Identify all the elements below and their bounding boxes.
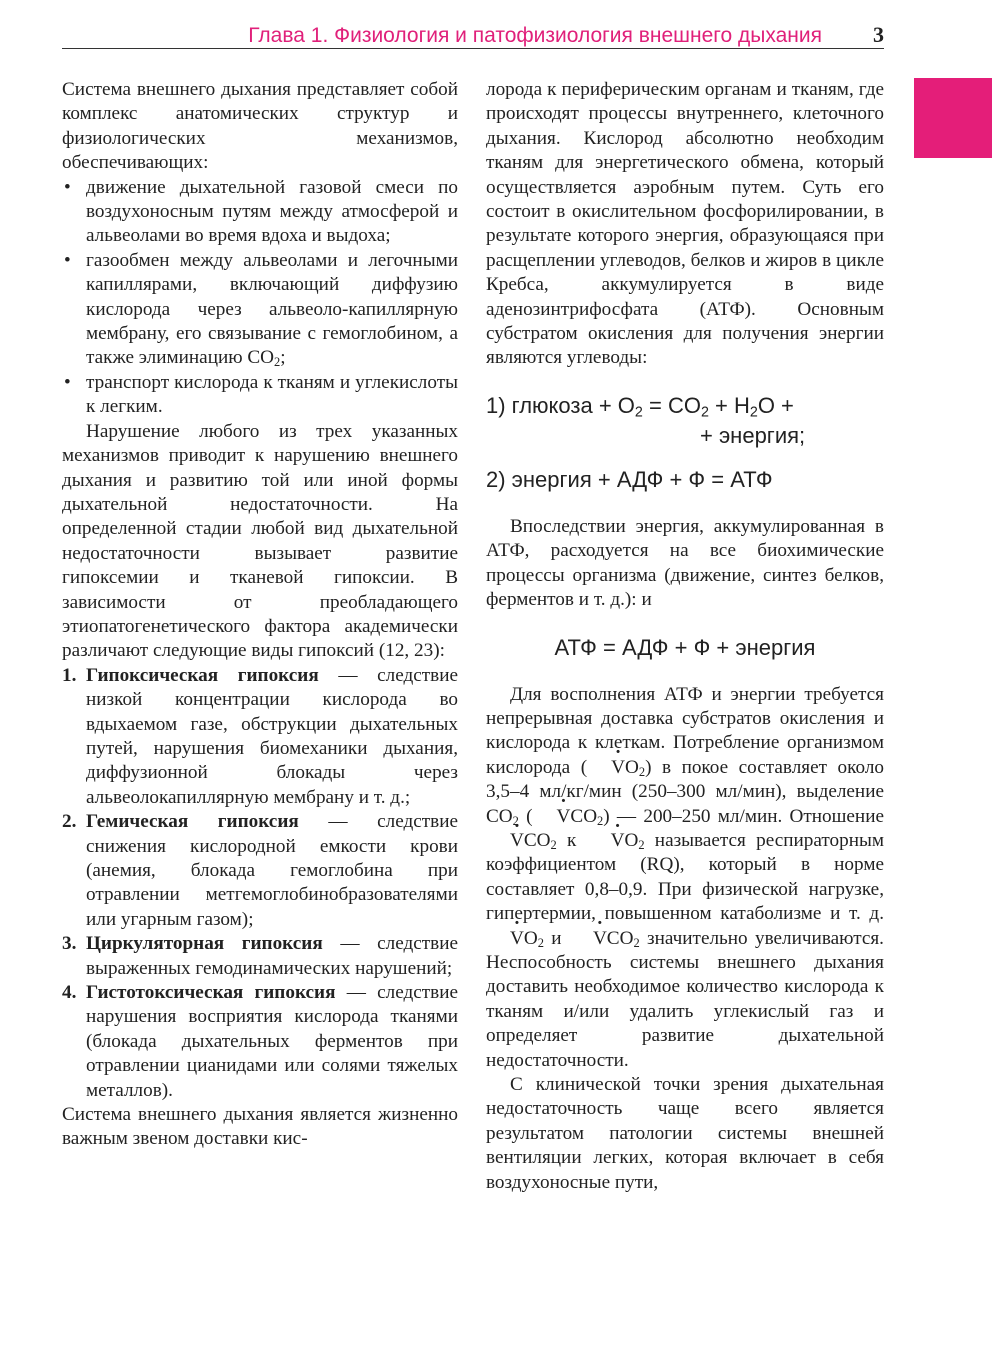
term: Гистотоксическая гипоксия [86,982,336,1004]
chapter-thumb-tab [914,78,992,158]
right-column [486,78,884,1195]
body-paragraph: С клинической точки зрения дыхательная недостаточность чаще всего является результатом патологии системы внешней вентиляции легких, которая включает в себя воздухоносные пути, [486,1074,884,1193]
body-paragraph: лорода к периферическим органам и тканям, где происходят процессы внутреннего, клеточного дыхания. Кислород абсолютно необходим тканям для энергетического обмена, который осуществляется аэробным путем. Суть его состоит в окислительном фосфорилировании, в результате которого энергия, образующаяся при расщеплении углеводов, белков и жиров в цикле Кребса, аккумулируется в виде аденозинтрифосфата (АТФ). Основным субстратом окисления для получения энергии являются углеводы: [486,79,884,369]
term: Гемическая гипоксия [86,811,299,833]
list-item: 1. Гипоксическая гипоксия — следствие низкой концентрации кислорода во вдыхаемом газе, обструкции дыхательных путей, нарушения биомеханики дыхания, диффузионной блокады через альвеолокапиллярную мембрану и т. д.; [62,664,458,808]
list-item: 4. Гистотоксическая гипоксия — следствие нарушения восприятия кислорода тканями (блокада дыхательных ферментов при отравлении цианидами или солями тяжелых металлов). [62,982,458,1101]
closing-paragraph: Система внешнего дыхания является жизненно важным звеном доставки кис- [62,1104,458,1150]
hypoxia-types-list [62,664,458,1103]
list-item: • транспорт кислорода к тканям и углекислоты к легким. [62,371,458,420]
body-paragraph-oxygen: Для восполнения АТФ и энергии требуется непрерывная доставка субстратов окисления и кислорода к клеткам. Потребление организмом кислорода (· $VO_2$) в покое составляет около 3,5–4 мл/кг/мин (250–300 мл/мин), выделение $CO_2$ (· $VCO_2$) — 200–250 мл/мин. Отношение · $VCO_2$ $к \cdot VO_2$ называется респираторным коэффициентом (RQ), который в норме составляет 0,8–0,9. При физической нагрузке, гипертермии, повышенном катаболизме и т. д. · $VO_2$ $и \cdot VCO_2$ значительно увеличиваются. Неспособность системы внешнего дыхания доставить необходимое количество кислорода к тканям и/или удалить углекислый газ и определяет развитие дыхательной недостаточности. [486,683,884,1074]
formula-glucose-oxidation: 1) глюкоза + $O_2 = CO_2 + H_2O$ + + энергия; [486,392,806,448]
list-item: • газообмен между альвеолами и легочными капиллярами, включающий диффузию кислорода через альвеоло-капиллярную мембрану, его связывание с гемоглобином, а также элиминацию $CO_2$; [62,249,458,371]
header-rule [62,48,884,49]
term: Гипоксическая гипоксия [86,664,319,686]
left-column [62,78,458,1152]
term: Циркуляторная гипоксия [86,933,323,955]
list-item: 3. Циркуляторная гипоксия — следствие выраженных гемодинамических нарушений; [62,933,458,979]
formula-atp-hydrolysis: АТФ = АДФ + Ф + энергия [554,634,816,660]
body-paragraph: Нарушение любого из трех указанных механизмов приводит к нарушению внешнего дыхания и развитию той или иной формы дыхательной недостаточности. На определенной стадии любой вид дыхательной недостаточности вызывает развитие гипоксемии и тканевой гипоксии. В зависимости от преобладающего этиопатогенетического фактора академически различают следующие виды гипоксий (12, 23): [62,420,458,662]
body-paragraph: Впоследствии энергия, аккумулированная в АТФ, расходуется на все биохимические процессы организма (движение, синтез белков, ферментов и т. д.): и [486,515,884,611]
intro-paragraph: Система внешнего дыхания представляет собой комплекс анатомических структур и физиологических механизмов, обеспечивающих: [62,79,458,174]
list-item: • движение дыхательной газовой смеси по воздухоносным путям между атмосферой и альвеолами во время вдоха и выдоха; [62,176,458,249]
mechanisms-list [62,176,458,420]
running-header [62,20,884,50]
list-item: 2. Гемическая гипоксия — следствие снижения кислородной емкости крови (анемия, блокада гемоглобина при отравлении метгемоглобинобразователями или угарным газом); [62,811,458,930]
chapter-title: Глава 1. Физиология и патофизиология внешнего дыхания [248,24,822,47]
page-number: 3 [873,22,884,47]
formula-atp-synthesis: 2) энергия + АДФ + Ф = АТФ [486,466,773,492]
